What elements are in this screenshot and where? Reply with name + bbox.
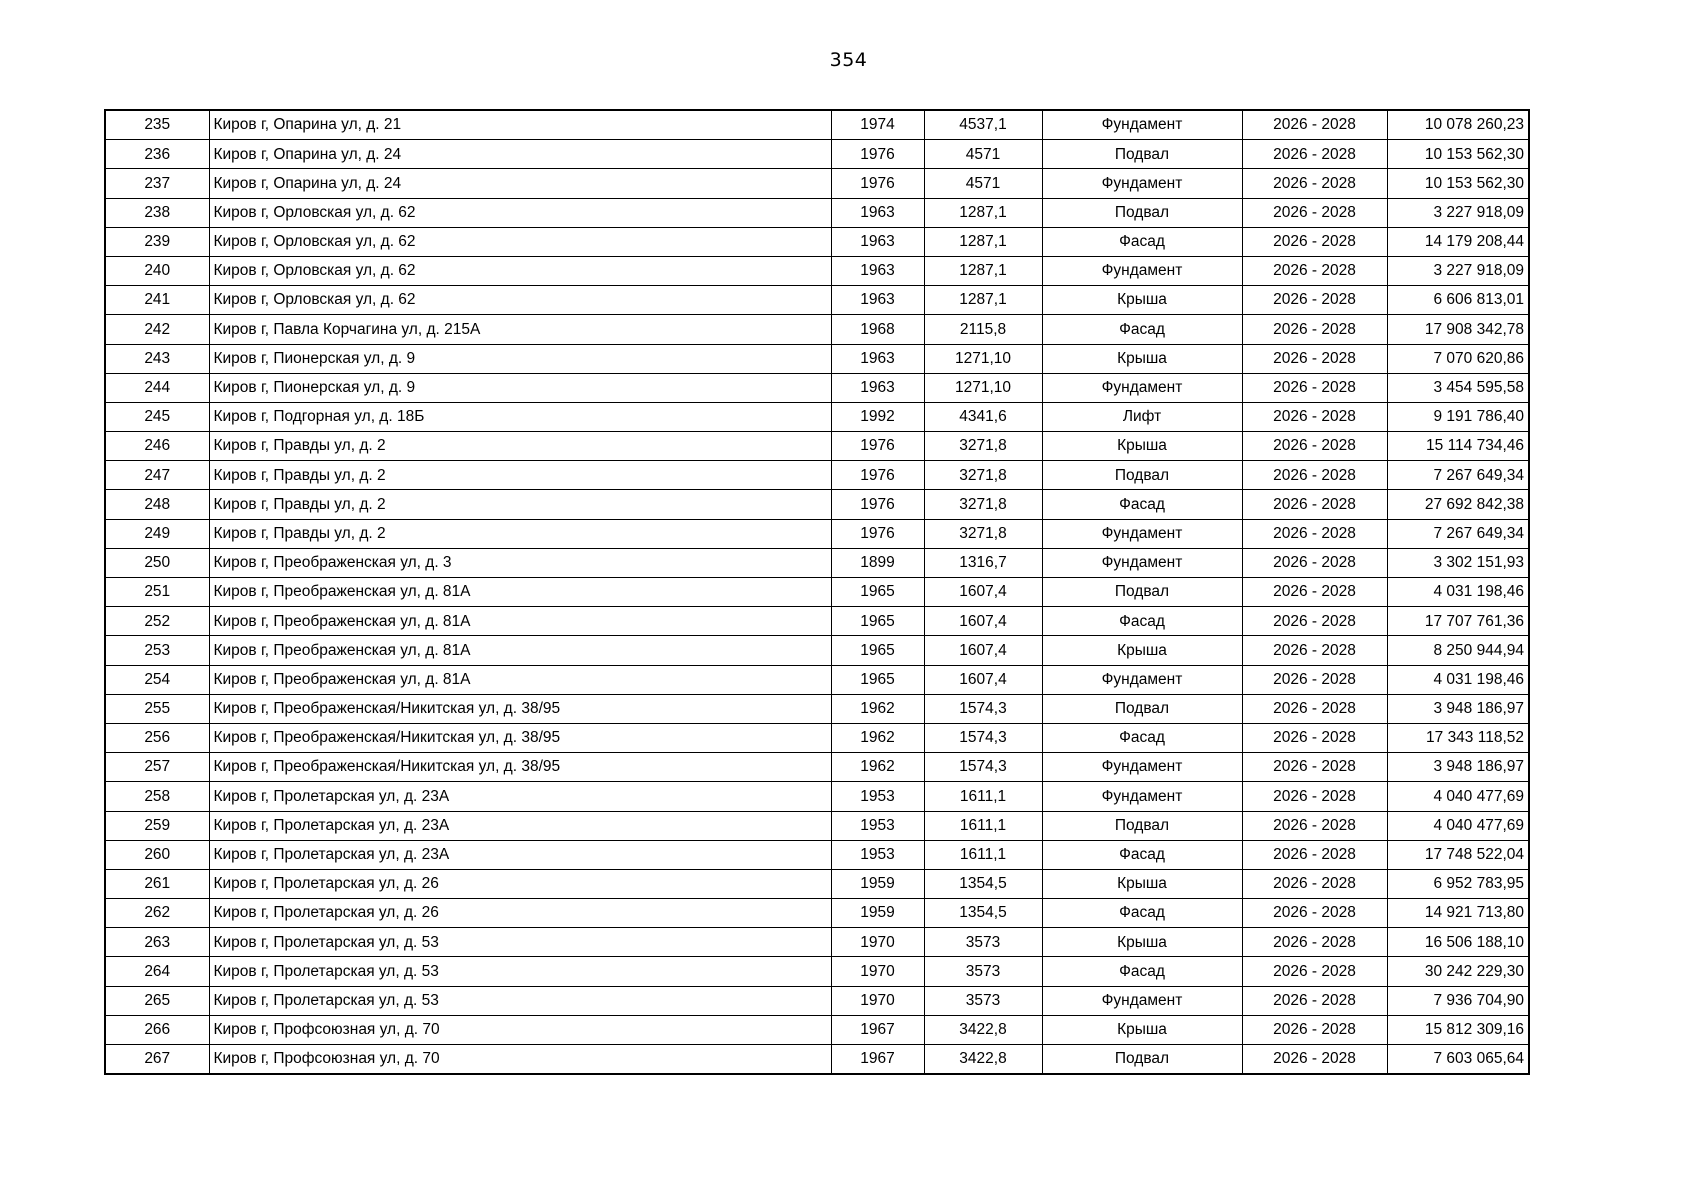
cost-cell: 7 936 704,90 (1387, 986, 1529, 1015)
address-cell: Киров г, Пролетарская ул, д. 23А (209, 840, 831, 869)
period-cell: 2026 - 2028 (1242, 402, 1387, 431)
area-cell: 3422,8 (924, 1045, 1042, 1075)
table-row (105, 1045, 1529, 1075)
cost-cell: 7 070 620,86 (1387, 344, 1529, 373)
cost-cell: 6 952 783,95 (1387, 869, 1529, 898)
row-number-cell: 240 (105, 256, 209, 285)
table-row (105, 607, 1529, 636)
year-built-cell: 1963 (831, 227, 924, 256)
period-cell: 2026 - 2028 (1242, 1045, 1387, 1075)
address-cell: Киров г, Пролетарская ул, д. 23А (209, 782, 831, 811)
area-cell: 1607,4 (924, 636, 1042, 665)
work-type-cell: Фундамент (1042, 373, 1242, 402)
address-cell: Киров г, Опарина ул, д. 24 (209, 169, 831, 198)
cost-cell: 10 078 260,23 (1387, 110, 1529, 140)
period-cell: 2026 - 2028 (1242, 840, 1387, 869)
work-type-cell: Лифт (1042, 402, 1242, 431)
table-row (105, 432, 1529, 461)
year-built-cell: 1953 (831, 840, 924, 869)
area-cell: 1287,1 (924, 198, 1042, 227)
table-row (105, 986, 1529, 1015)
period-cell: 2026 - 2028 (1242, 169, 1387, 198)
year-built-cell: 1963 (831, 256, 924, 285)
address-cell: Киров г, Пролетарская ул, д. 53 (209, 957, 831, 986)
row-number-cell: 248 (105, 490, 209, 519)
period-cell: 2026 - 2028 (1242, 986, 1387, 1015)
area-cell: 3271,8 (924, 461, 1042, 490)
work-type-cell: Крыша (1042, 286, 1242, 315)
work-type-cell: Фундамент (1042, 665, 1242, 694)
address-cell: Киров г, Опарина ул, д. 24 (209, 140, 831, 169)
area-cell: 1354,5 (924, 869, 1042, 898)
cost-cell: 3 302 151,93 (1387, 548, 1529, 577)
cost-cell: 17 908 342,78 (1387, 315, 1529, 344)
year-built-cell: 1962 (831, 723, 924, 752)
cost-cell: 27 692 842,38 (1387, 490, 1529, 519)
period-cell: 2026 - 2028 (1242, 899, 1387, 928)
area-cell: 1611,1 (924, 782, 1042, 811)
cost-cell: 10 153 562,30 (1387, 169, 1529, 198)
work-type-cell: Подвал (1042, 140, 1242, 169)
year-built-cell: 1899 (831, 548, 924, 577)
year-built-cell: 1976 (831, 169, 924, 198)
table-row (105, 869, 1529, 898)
area-cell: 1271,10 (924, 373, 1042, 402)
row-number-cell: 265 (105, 986, 209, 1015)
work-type-cell: Фундамент (1042, 753, 1242, 782)
work-type-cell: Фундамент (1042, 548, 1242, 577)
row-number-cell: 247 (105, 461, 209, 490)
address-cell: Киров г, Правды ул, д. 2 (209, 490, 831, 519)
area-cell: 1607,4 (924, 578, 1042, 607)
row-number-cell: 239 (105, 227, 209, 256)
work-type-cell: Подвал (1042, 694, 1242, 723)
address-cell: Киров г, Преображенская ул, д. 81А (209, 636, 831, 665)
cost-cell: 4 040 477,69 (1387, 782, 1529, 811)
year-built-cell: 1976 (831, 490, 924, 519)
cost-cell: 17 707 761,36 (1387, 607, 1529, 636)
area-cell: 1607,4 (924, 665, 1042, 694)
period-cell: 2026 - 2028 (1242, 548, 1387, 577)
row-number-cell: 262 (105, 899, 209, 928)
cost-cell: 14 921 713,80 (1387, 899, 1529, 928)
row-number-cell: 260 (105, 840, 209, 869)
work-type-cell: Фундамент (1042, 519, 1242, 548)
period-cell: 2026 - 2028 (1242, 1015, 1387, 1044)
repair-schedule-table (104, 109, 1530, 1075)
table-row (105, 140, 1529, 169)
work-type-cell: Фасад (1042, 957, 1242, 986)
work-type-cell: Крыша (1042, 928, 1242, 957)
work-type-cell: Крыша (1042, 344, 1242, 373)
cost-cell: 15 812 309,16 (1387, 1015, 1529, 1044)
area-cell: 1271,10 (924, 344, 1042, 373)
row-number-cell: 264 (105, 957, 209, 986)
period-cell: 2026 - 2028 (1242, 607, 1387, 636)
work-type-cell: Фасад (1042, 899, 1242, 928)
year-built-cell: 1970 (831, 928, 924, 957)
address-cell: Киров г, Правды ул, д. 2 (209, 461, 831, 490)
address-cell: Киров г, Правды ул, д. 2 (209, 432, 831, 461)
period-cell: 2026 - 2028 (1242, 694, 1387, 723)
year-built-cell: 1967 (831, 1015, 924, 1044)
area-cell: 3573 (924, 957, 1042, 986)
row-number-cell: 245 (105, 402, 209, 431)
work-type-cell: Подвал (1042, 811, 1242, 840)
year-built-cell: 1963 (831, 198, 924, 227)
table-row (105, 723, 1529, 752)
area-cell: 1287,1 (924, 227, 1042, 256)
year-built-cell: 1962 (831, 694, 924, 723)
period-cell: 2026 - 2028 (1242, 665, 1387, 694)
area-cell: 4537,1 (924, 110, 1042, 140)
table-body (105, 110, 1529, 1074)
year-built-cell: 1976 (831, 432, 924, 461)
row-number-cell: 237 (105, 169, 209, 198)
work-type-cell: Фасад (1042, 607, 1242, 636)
cost-cell: 3 948 186,97 (1387, 694, 1529, 723)
year-built-cell: 1976 (831, 519, 924, 548)
year-built-cell: 1976 (831, 140, 924, 169)
address-cell: Киров г, Правды ул, д. 2 (209, 519, 831, 548)
work-type-cell: Фасад (1042, 840, 1242, 869)
table-row (105, 110, 1529, 140)
address-cell: Киров г, Профсоюзная ул, д. 70 (209, 1015, 831, 1044)
table-row (105, 928, 1529, 957)
area-cell: 1574,3 (924, 753, 1042, 782)
area-cell: 3573 (924, 928, 1042, 957)
period-cell: 2026 - 2028 (1242, 782, 1387, 811)
row-number-cell: 249 (105, 519, 209, 548)
address-cell: Киров г, Преображенская/Никитская ул, д. 38/95 (209, 694, 831, 723)
address-cell: Киров г, Пионерская ул, д. 9 (209, 344, 831, 373)
year-built-cell: 1970 (831, 957, 924, 986)
table-row (105, 490, 1529, 519)
table-row (105, 373, 1529, 402)
area-cell: 1287,1 (924, 256, 1042, 285)
work-type-cell: Фасад (1042, 227, 1242, 256)
row-number-cell: 252 (105, 607, 209, 636)
period-cell: 2026 - 2028 (1242, 198, 1387, 227)
year-built-cell: 1953 (831, 811, 924, 840)
address-cell: Киров г, Преображенская/Никитская ул, д. 38/95 (209, 753, 831, 782)
year-built-cell: 1992 (831, 402, 924, 431)
area-cell: 3271,8 (924, 519, 1042, 548)
work-type-cell: Крыша (1042, 432, 1242, 461)
row-number-cell: 254 (105, 665, 209, 694)
period-cell: 2026 - 2028 (1242, 140, 1387, 169)
page-number: 354 (829, 49, 868, 71)
table-row (105, 578, 1529, 607)
row-number-cell: 242 (105, 315, 209, 344)
area-cell: 1574,3 (924, 694, 1042, 723)
address-cell: Киров г, Пролетарская ул, д. 26 (209, 899, 831, 928)
table-row (105, 840, 1529, 869)
table-row (105, 548, 1529, 577)
year-built-cell: 1967 (831, 1045, 924, 1075)
work-type-cell: Фундамент (1042, 782, 1242, 811)
cost-cell: 3 454 595,58 (1387, 373, 1529, 402)
work-type-cell: Фундамент (1042, 169, 1242, 198)
cost-cell: 16 506 188,10 (1387, 928, 1529, 957)
period-cell: 2026 - 2028 (1242, 869, 1387, 898)
year-built-cell: 1965 (831, 636, 924, 665)
period-cell: 2026 - 2028 (1242, 432, 1387, 461)
area-cell: 4571 (924, 169, 1042, 198)
address-cell: Киров г, Подгорная ул, д. 18Б (209, 402, 831, 431)
year-built-cell: 1953 (831, 782, 924, 811)
row-number-cell: 238 (105, 198, 209, 227)
work-type-cell: Подвал (1042, 578, 1242, 607)
area-cell: 4341,6 (924, 402, 1042, 431)
year-built-cell: 1965 (831, 578, 924, 607)
table-row (105, 753, 1529, 782)
work-type-cell: Подвал (1042, 461, 1242, 490)
work-type-cell: Фасад (1042, 723, 1242, 752)
year-built-cell: 1959 (831, 899, 924, 928)
year-built-cell: 1968 (831, 315, 924, 344)
address-cell: Киров г, Преображенская ул, д. 81А (209, 578, 831, 607)
period-cell: 2026 - 2028 (1242, 373, 1387, 402)
year-built-cell: 1963 (831, 286, 924, 315)
row-number-cell: 256 (105, 723, 209, 752)
table-row (105, 315, 1529, 344)
cost-cell: 8 250 944,94 (1387, 636, 1529, 665)
cost-cell: 9 191 786,40 (1387, 402, 1529, 431)
area-cell: 1611,1 (924, 811, 1042, 840)
row-number-cell: 258 (105, 782, 209, 811)
address-cell: Киров г, Пролетарская ул, д. 53 (209, 986, 831, 1015)
row-number-cell: 241 (105, 286, 209, 315)
table-row (105, 665, 1529, 694)
address-cell: Киров г, Преображенская ул, д. 81А (209, 607, 831, 636)
work-type-cell: Крыша (1042, 869, 1242, 898)
work-type-cell: Фундамент (1042, 110, 1242, 140)
row-number-cell: 266 (105, 1015, 209, 1044)
area-cell: 3573 (924, 986, 1042, 1015)
year-built-cell: 1962 (831, 753, 924, 782)
period-cell: 2026 - 2028 (1242, 578, 1387, 607)
period-cell: 2026 - 2028 (1242, 286, 1387, 315)
work-type-cell: Подвал (1042, 1045, 1242, 1075)
row-number-cell: 253 (105, 636, 209, 665)
table-row (105, 256, 1529, 285)
cost-cell: 3 948 186,97 (1387, 753, 1529, 782)
year-built-cell: 1965 (831, 665, 924, 694)
area-cell: 1354,5 (924, 899, 1042, 928)
area-cell: 3271,8 (924, 432, 1042, 461)
table-row (105, 169, 1529, 198)
work-type-cell: Фундамент (1042, 256, 1242, 285)
address-cell: Киров г, Преображенская ул, д. 81А (209, 665, 831, 694)
address-cell: Киров г, Пролетарская ул, д. 53 (209, 928, 831, 957)
area-cell: 3422,8 (924, 1015, 1042, 1044)
cost-cell: 6 606 813,01 (1387, 286, 1529, 315)
area-cell: 4571 (924, 140, 1042, 169)
cost-cell: 14 179 208,44 (1387, 227, 1529, 256)
cost-cell: 4 031 198,46 (1387, 665, 1529, 694)
period-cell: 2026 - 2028 (1242, 490, 1387, 519)
table-row (105, 198, 1529, 227)
period-cell: 2026 - 2028 (1242, 636, 1387, 665)
work-type-cell: Фасад (1042, 490, 1242, 519)
year-built-cell: 1963 (831, 344, 924, 373)
area-cell: 2115,8 (924, 315, 1042, 344)
row-number-cell: 246 (105, 432, 209, 461)
row-number-cell: 263 (105, 928, 209, 957)
area-cell: 3271,8 (924, 490, 1042, 519)
cost-cell: 3 227 918,09 (1387, 256, 1529, 285)
cost-cell: 4 040 477,69 (1387, 811, 1529, 840)
table-row (105, 636, 1529, 665)
cost-cell: 7 267 649,34 (1387, 519, 1529, 548)
period-cell: 2026 - 2028 (1242, 256, 1387, 285)
row-number-cell: 235 (105, 110, 209, 140)
address-cell: Киров г, Пионерская ул, д. 9 (209, 373, 831, 402)
cost-cell: 10 153 562,30 (1387, 140, 1529, 169)
period-cell: 2026 - 2028 (1242, 315, 1387, 344)
row-number-cell: 243 (105, 344, 209, 373)
work-type-cell: Подвал (1042, 198, 1242, 227)
address-cell: Киров г, Павла Корчагина ул, д. 215А (209, 315, 831, 344)
area-cell: 1611,1 (924, 840, 1042, 869)
address-cell: Киров г, Преображенская/Никитская ул, д. 38/95 (209, 723, 831, 752)
year-built-cell: 1959 (831, 869, 924, 898)
year-built-cell: 1963 (831, 373, 924, 402)
area-cell: 1316,7 (924, 548, 1042, 577)
year-built-cell: 1965 (831, 607, 924, 636)
row-number-cell: 267 (105, 1045, 209, 1075)
row-number-cell: 259 (105, 811, 209, 840)
table-row (105, 899, 1529, 928)
row-number-cell: 261 (105, 869, 209, 898)
period-cell: 2026 - 2028 (1242, 723, 1387, 752)
row-number-cell: 257 (105, 753, 209, 782)
period-cell: 2026 - 2028 (1242, 461, 1387, 490)
table-row (105, 811, 1529, 840)
table-row (105, 694, 1529, 723)
table-row (105, 782, 1529, 811)
cost-cell: 17 748 522,04 (1387, 840, 1529, 869)
cost-cell: 17 343 118,52 (1387, 723, 1529, 752)
address-cell: Киров г, Пролетарская ул, д. 26 (209, 869, 831, 898)
address-cell: Киров г, Орловская ул, д. 62 (209, 198, 831, 227)
cost-cell: 15 114 734,46 (1387, 432, 1529, 461)
period-cell: 2026 - 2028 (1242, 344, 1387, 373)
table-row (105, 402, 1529, 431)
period-cell: 2026 - 2028 (1242, 519, 1387, 548)
address-cell: Киров г, Профсоюзная ул, д. 70 (209, 1045, 831, 1075)
year-built-cell: 1970 (831, 986, 924, 1015)
address-cell: Киров г, Пролетарская ул, д. 23А (209, 811, 831, 840)
address-cell: Киров г, Преображенская ул, д. 3 (209, 548, 831, 577)
cost-cell: 30 242 229,30 (1387, 957, 1529, 986)
cost-cell: 7 603 065,64 (1387, 1045, 1529, 1075)
row-number-cell: 250 (105, 548, 209, 577)
area-cell: 1607,4 (924, 607, 1042, 636)
cost-cell: 7 267 649,34 (1387, 461, 1529, 490)
row-number-cell: 251 (105, 578, 209, 607)
row-number-cell: 255 (105, 694, 209, 723)
row-number-cell: 236 (105, 140, 209, 169)
work-type-cell: Фундамент (1042, 986, 1242, 1015)
address-cell: Киров г, Орловская ул, д. 62 (209, 256, 831, 285)
address-cell: Киров г, Орловская ул, д. 62 (209, 286, 831, 315)
work-type-cell: Фасад (1042, 315, 1242, 344)
period-cell: 2026 - 2028 (1242, 928, 1387, 957)
table-row (105, 286, 1529, 315)
row-number-cell: 244 (105, 373, 209, 402)
address-cell: Киров г, Опарина ул, д. 21 (209, 110, 831, 140)
area-cell: 1574,3 (924, 723, 1042, 752)
year-built-cell: 1974 (831, 110, 924, 140)
table-row (105, 1015, 1529, 1044)
period-cell: 2026 - 2028 (1242, 227, 1387, 256)
period-cell: 2026 - 2028 (1242, 811, 1387, 840)
work-type-cell: Крыша (1042, 636, 1242, 665)
area-cell: 1287,1 (924, 286, 1042, 315)
period-cell: 2026 - 2028 (1242, 957, 1387, 986)
table-row (105, 461, 1529, 490)
year-built-cell: 1976 (831, 461, 924, 490)
table-row (105, 344, 1529, 373)
table-row (105, 957, 1529, 986)
table-row (105, 519, 1529, 548)
address-cell: Киров г, Орловская ул, д. 62 (209, 227, 831, 256)
period-cell: 2026 - 2028 (1242, 753, 1387, 782)
period-cell: 2026 - 2028 (1242, 110, 1387, 140)
table-row (105, 227, 1529, 256)
cost-cell: 3 227 918,09 (1387, 198, 1529, 227)
cost-cell: 4 031 198,46 (1387, 578, 1529, 607)
work-type-cell: Крыша (1042, 1015, 1242, 1044)
